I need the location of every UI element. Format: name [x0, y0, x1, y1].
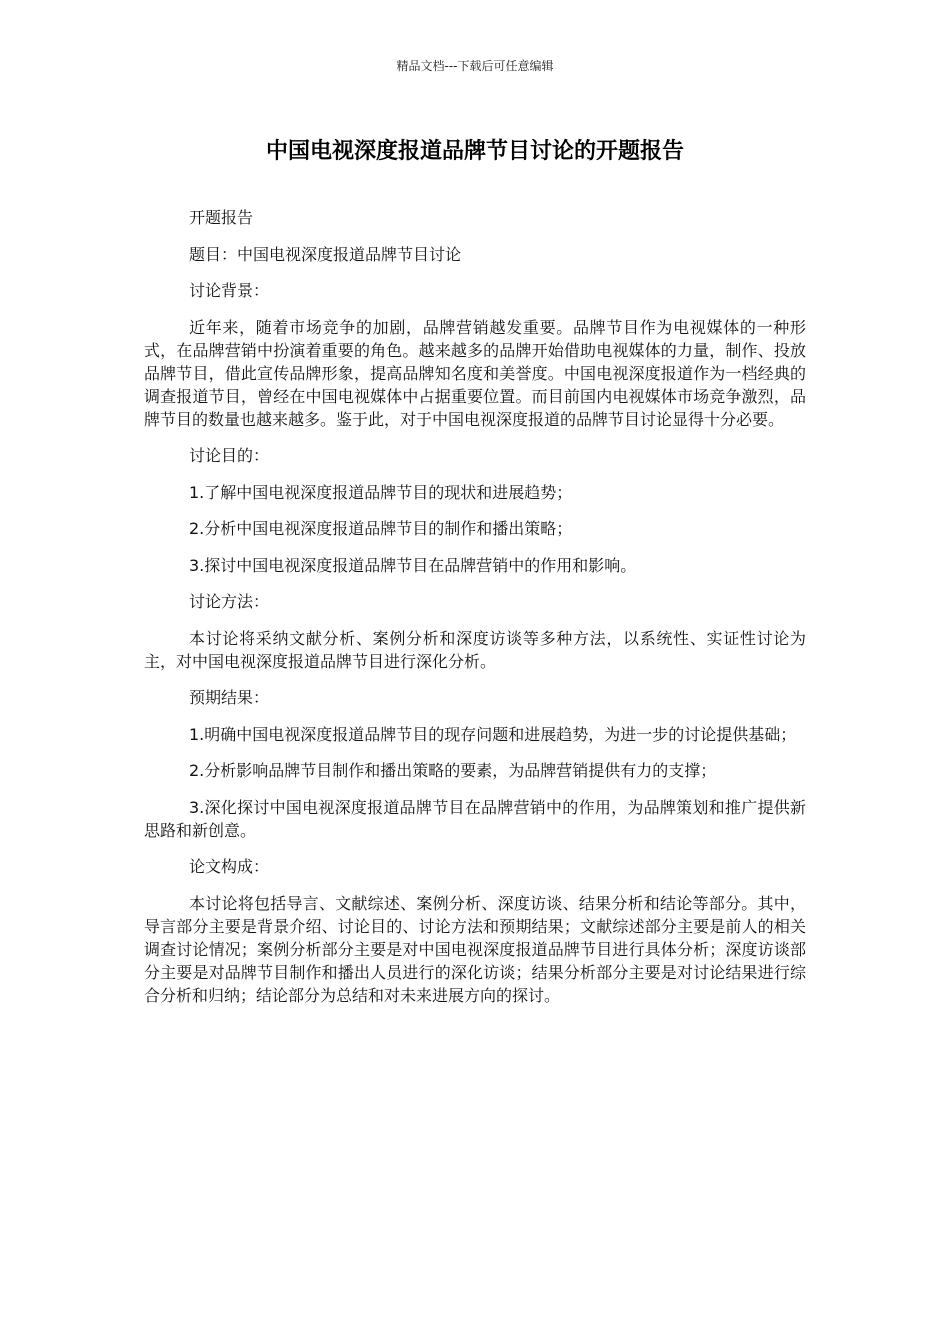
paragraph-topic: 题目：中国电视深度报道品牌节目讨论: [189, 244, 462, 264]
paragraph-report-label: 开题报告: [189, 208, 254, 227]
heading-purpose: 讨论目的：: [189, 446, 270, 465]
result-item-1: 1.明确中国电视深度报道品牌节目的现存问题和进展趋势，为进一步的讨论提供基础；: [189, 724, 797, 744]
document-body: [144, 206, 806, 1020]
result-item-2: 2.分析影响品牌节目制作和播出策略的要素，为品牌营销提供有力的支撑；: [189, 761, 717, 780]
heading-background: 讨论背景：: [189, 281, 270, 300]
document-title: 中国电视深度报道品牌节目讨论的开题报告: [265, 139, 684, 164]
result-item-3: 3.深化探讨中国电视深度报道品牌节目在品牌营销中的作用，为品牌策划和推广提供新思路和新创意。: [144, 797, 806, 840]
purpose-item-1: 1.了解中国电视深度报道品牌节目的现状和进展趋势；: [189, 482, 573, 502]
heading-structure: 论文构成：: [189, 857, 270, 876]
heading-method: 讨论方法：: [189, 592, 270, 611]
page-header: 精品文档---下载后可任意编辑: [396, 59, 554, 73]
purpose-item-2: 2.分析中国电视深度报道品牌节目的制作和播出策略；: [189, 519, 573, 538]
paragraph-background: 近年来，随着市场竞争的加剧，品牌营销越发重要。品牌节目作为电视媒体的一种形式，在品牌营销中扮演着重要的角色。越来越多的品牌开始借助电视媒体的力量，制作、投放品牌节目，借此宣传品牌形象，提高品牌知名度和美誉度。中国电视深度报道作为一档经典的调查报道节目，曾经在中国电视媒体中占据重要位置。而目前国内电视媒体市场竞争激烈，品牌节目的数量也越来越多。鉴于此，对于中国电视深度报道的品牌节目讨论显得十分必要。: [144, 317, 806, 429]
heading-expected-results: 预期结果：: [189, 688, 270, 707]
purpose-item-3: 3.探讨中国电视深度报道品牌节目在品牌营销中的作用和影响。: [189, 555, 637, 575]
paragraph-method: 本讨论将采纳文献分析、案例分析和深度访谈等多种方法，以系统性、实证性讨论为主，对中国电视深度报道品牌节目进行深化分析。: [144, 628, 806, 671]
paragraph-structure: 本讨论将包括导言、文献综述、案例分析、深度访谈、结果分析和结论等部分。其中，导言部分主要是背景介绍、讨论目的、讨论方法和预期结果；文献综述部分主要是前人的相关调查讨论情况；案例分析部分主要是对中国电视深度报道品牌节目进行具体分析；深度访谈部分主要是对品牌节目制作和播出人员进行的深化访谈；结果分析部分主要是对讨论结果进行综合分析和归纳；结论部分为总结和对未来进展方向的探讨。: [144, 893, 806, 1005]
